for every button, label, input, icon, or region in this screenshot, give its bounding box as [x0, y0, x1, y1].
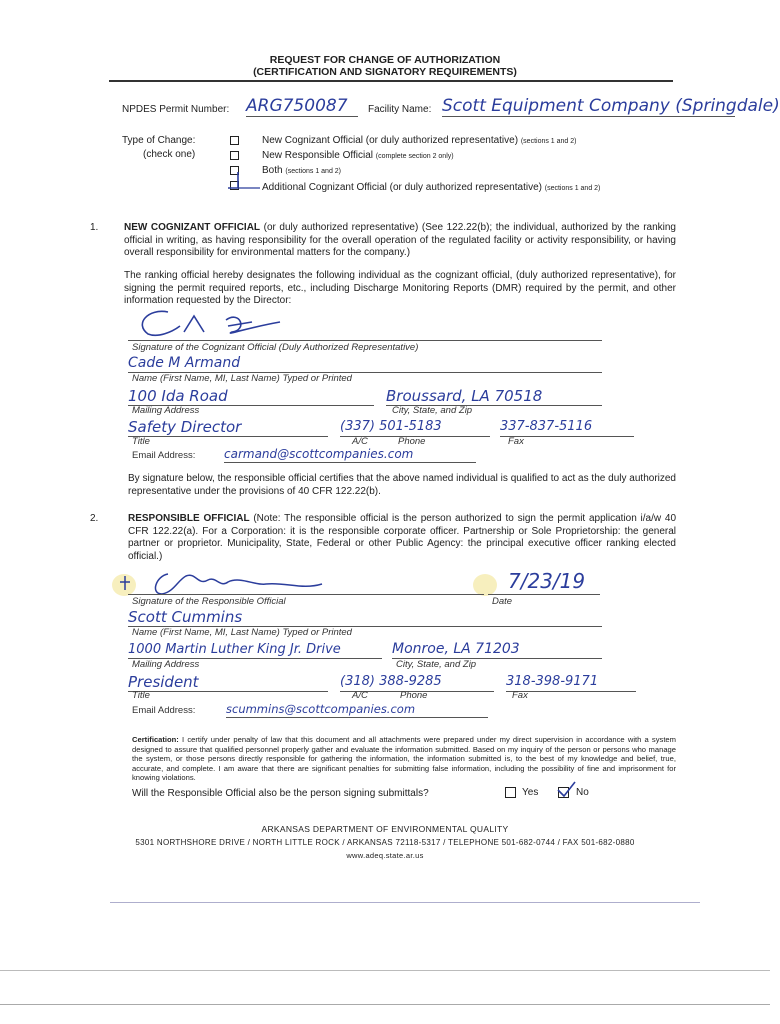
responsible-address-caption: Mailing Address [132, 659, 200, 670]
type-of-change-label: Type of Change: [122, 135, 196, 146]
form-title: REQUEST FOR CHANGE OF AUTHORIZATION [269, 54, 501, 66]
cognizant-signature[interactable] [128, 302, 298, 342]
section-1-designation: The ranking official hereby designates the following individual as the cognizant official, (duly authorized representative), for signing the permit required reports, etc., including Discharge Monitoring Reports (DMR) required by the permit, and other information requested by the Director: [124, 270, 676, 306]
checkbox-new-cognizant[interactable] [230, 136, 239, 145]
responsible-phone-caption: Phone [400, 690, 428, 701]
responsible-city-caption: City, State, and Zip [396, 659, 477, 670]
option-both: Both (sections 1 and 2) [262, 165, 342, 176]
yes-label: Yes [522, 787, 539, 798]
cognizant-email-label: Email Address: [132, 450, 196, 461]
responsible-city-field[interactable]: Monroe, LA 71203 [392, 641, 602, 659]
responsible-email-label: Email Address: [132, 705, 196, 716]
permit-number-label: NPDES Permit Number: [122, 104, 230, 115]
responsible-title-field[interactable]: President [128, 673, 328, 692]
cognizant-title-caption: Title [132, 436, 150, 447]
cognizant-signature-line [128, 340, 602, 341]
option-additional-cognizant: Additional Cognizant Official (or duly authorized representative) (sections 1 and 2) [262, 182, 601, 193]
section-2-note: RESPONSIBLE OFFICIAL (Note: The responsible official is the person authorized to sign the permit application i/a/w 40 CFR 122.22(a). For a Corporation: it is the responsible corporate officer. Partnership or Sole Proprietorship: the general partner or proprietor. Municipality, State, Federal or other Public Agency: the principal executive officer ranking elected official.) [128, 513, 677, 562]
responsible-name-caption: Name (First Name, MI, Last Name) Typed or Printed [132, 627, 352, 638]
signing-question: Will the Responsible Official also be the person signing submittals? [132, 788, 429, 799]
cognizant-phone-field[interactable]: (337) 501-5183 [340, 418, 490, 437]
footer-agency: ARKANSAS DEPARTMENT OF ENVIRONMENTAL QUALITY [261, 824, 509, 834]
cognizant-ac-caption: A/C [352, 436, 368, 447]
responsible-signature-line [128, 594, 484, 595]
cognizant-city-field[interactable]: Broussard, LA 70518 [386, 387, 602, 406]
certification-statement: Certification: I certify under penalty of law that this document and all attachments were prepared under my direct supervision in accordance with a system designed to assure that qualified personnel properly gather and evaluate the information submitted. Based on my inquiry of the person or persons who manage the system, or those persons directly responsible for gathering the information, the information submitted is, to the best of my knowledge and belief, true, accurate, and complete. I am aware that there are significant penalties for submitting false information, including the possibility of fine and imprisonment for knowing violations. [132, 735, 676, 783]
cognizant-fax-field[interactable]: 337-837-5116 [500, 418, 634, 437]
cognizant-title-field[interactable]: Safety Director [128, 418, 328, 437]
permit-number-field[interactable]: ARG750087 [246, 96, 358, 117]
responsible-ac-caption: A/C [352, 690, 368, 701]
option-new-cognizant: New Cognizant Official (or duly authorized representative) (sections 1 and 2) [262, 135, 577, 146]
responsible-name-field[interactable]: Scott Cummins [128, 609, 602, 627]
facility-name-field[interactable]: Scott Equipment Company (Springdale) [442, 96, 780, 116]
cognizant-signature-caption: Signature of the Cognizant Official (Duly Authorized Representative) [132, 342, 419, 353]
responsible-signature-caption: Signature of the Responsible Official [132, 596, 286, 607]
check-one-label: (check one) [143, 149, 196, 160]
section-1-number: 1. [90, 222, 99, 233]
responsible-phone-field[interactable]: (318) 388-9285 [340, 673, 494, 692]
responsible-title-caption: Title [132, 690, 150, 701]
cognizant-email-field[interactable]: carmand@scottcompanies.com [224, 446, 476, 463]
responsible-fax-field[interactable]: 318-398-9171 [506, 673, 636, 692]
section-1-intro: NEW COGNIZANT OFFICIAL (or duly authorized representative) (See 122.22(b); the individual, authorized by the ranking official in writing, as having responsibility for the overall operation of the regulated facility or activity responsibility, or having overall responsibility for environmental matters for the company.) [124, 222, 676, 258]
footer-website: www.adeq.state.ar.us [346, 851, 424, 860]
checkmark-icon [555, 780, 577, 800]
cognizant-address-caption: Mailing Address [132, 405, 200, 416]
header-rule [109, 80, 673, 82]
responsible-date-caption: Date [492, 596, 513, 607]
checkbox-new-responsible[interactable] [230, 151, 239, 160]
responsible-date-field[interactable]: 7/23/19 [488, 568, 600, 595]
facility-name-label: Facility Name: [368, 104, 432, 115]
checkmark-icon [224, 168, 264, 194]
responsible-fax-caption: Fax [512, 690, 528, 701]
scan-line [110, 902, 700, 903]
scan-line [0, 1004, 770, 1005]
responsible-email-field[interactable]: scummins@scottcompanies.com [226, 702, 488, 718]
cognizant-name-caption: Name (First Name, MI, Last Name) Typed or Printed [132, 373, 352, 384]
cognizant-name-field[interactable]: Cade M Armand [128, 355, 602, 373]
cognizant-fax-caption: Fax [508, 436, 524, 447]
yes-checkbox[interactable] [505, 787, 516, 798]
no-label: No [576, 787, 589, 798]
responsible-address-field[interactable]: 1000 Martin Luther King Jr. Drive [128, 641, 382, 659]
option-new-responsible: New Responsible Official (complete section 2 only) [262, 150, 454, 161]
section-2-number: 2. [90, 513, 99, 524]
scan-line [0, 970, 770, 971]
section-1-certify: By signature below, the responsible official certifies that the above named individual is qualified to act as the duly authorized representative under the provisions of 40 CFR 122.22(b). [128, 473, 676, 497]
cognizant-address-field[interactable]: 100 Ida Road [128, 387, 374, 406]
footer-address: 5301 NORTHSHORE DRIVE / NORTH LITTLE ROCK / ARKANSAS 72118-5317 / TELEPHONE 501-682-0744 / FAX 501-682-0880 [135, 838, 635, 847]
cognizant-phone-caption: Phone [398, 436, 426, 447]
cognizant-city-caption: City, State, and Zip [392, 405, 473, 416]
form-subtitle: (CERTIFICATION AND SIGNATORY REQUIREMENTS) [253, 66, 517, 78]
